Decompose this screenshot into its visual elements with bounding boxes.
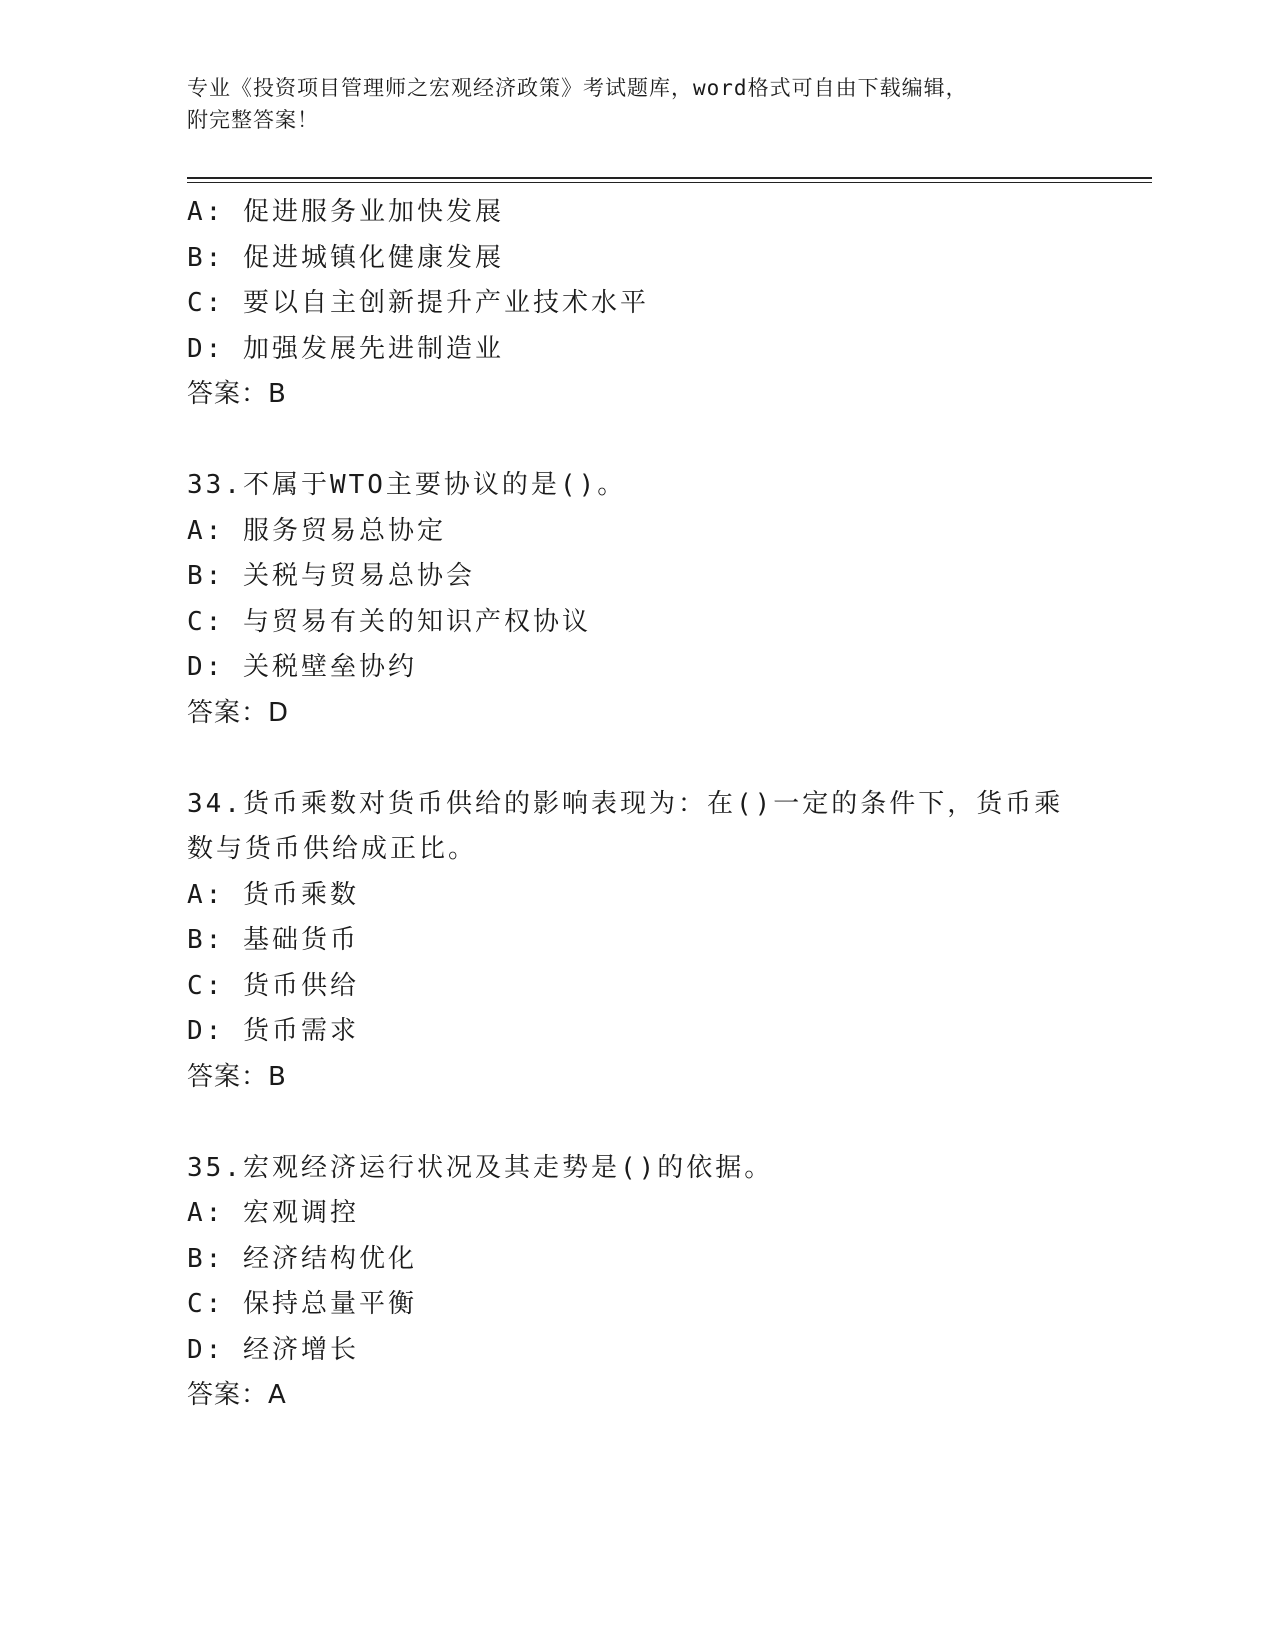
option-d: D: 加强发展先进制造业 [187,333,504,364]
option-a: A: 服务贸易总协定 [187,515,446,546]
question-33 [187,463,1152,736]
question-35 [187,1146,1152,1419]
option-a: A: 促进服务业加快发展 [187,197,504,227]
question-stem: 35.宏观经济运行状况及其走势是()的依据。 [187,1152,774,1183]
question-stem: 34.货币乘数对货币供给的影响表现为：在()一定的条件下，货币乘数与货币供给成正比。 [187,788,1064,864]
header-divider-thin [187,182,1152,183]
option-b: B: 促进城镇化健康发展 [187,242,504,273]
answer: 答案：B [187,379,287,409]
option-c: C: 保持总量平衡 [187,1289,417,1319]
option-c: C: 货币供给 [187,970,359,1001]
question-stem: 33.不属于WTO主要协议的是()。 [187,470,627,500]
header-divider-thick [187,177,1152,179]
option-b: B: 基础货币 [187,925,359,955]
header-line-2: 附完整答案！ [187,108,319,132]
option-b: B: 经济结构优化 [187,1243,417,1274]
option-c: C: 与贸易有关的知识产权协议 [187,606,591,637]
option-d: D: 关税壁垒协约 [187,652,417,682]
spacer [187,1100,1152,1146]
option-d: D: 货币需求 [187,1016,359,1046]
question-list [187,190,1152,1419]
option-c: C: 要以自主创新提升产业技术水平 [187,288,649,318]
option-a: A: 宏观调控 [187,1198,359,1228]
document-header [187,72,1087,136]
question-34 [187,782,1152,1101]
option-b: B: 关税与贸易总协会 [187,561,475,591]
question-32 [187,190,1152,418]
option-a: A: 货币乘数 [187,879,359,910]
answer: 答案：D [187,697,290,728]
answer: 答案：A [187,1380,287,1410]
spacer [187,736,1152,782]
answer: 答案：B [187,1061,287,1092]
header-line-1: 专业《投资项目管理师之宏观经济政策》考试题库，word格式可自由下载编辑， [187,76,968,100]
spacer [187,418,1152,464]
option-d: D: 经济增长 [187,1334,359,1365]
